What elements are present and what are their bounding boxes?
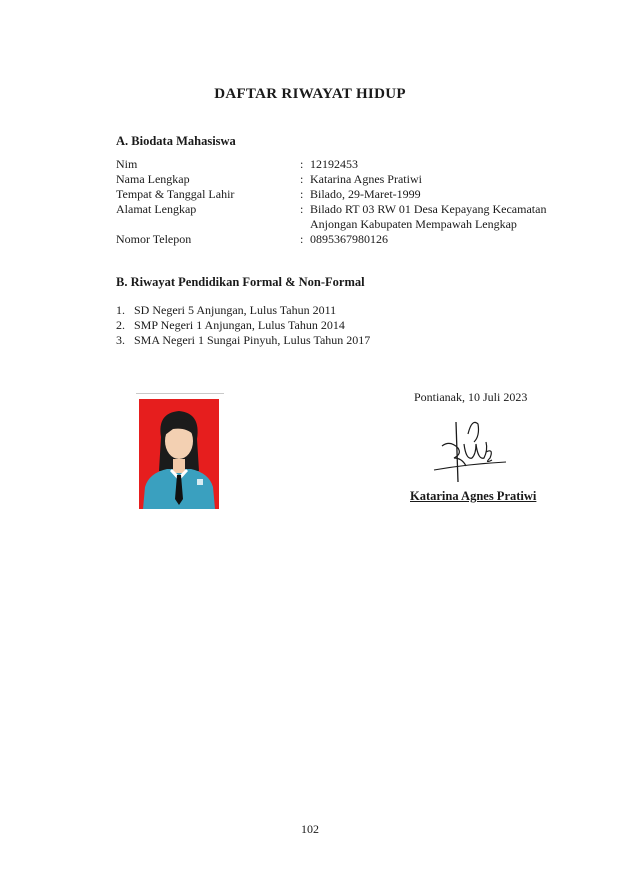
biodata-row-name: Nama Lengkap : Katarina Agnes Pratiwi bbox=[116, 172, 550, 187]
biodata-value: 12192453 bbox=[310, 157, 358, 171]
list-text: SMP Negeri 1 Anjungan, Lulus Tahun 2014 bbox=[134, 318, 345, 332]
list-item bbox=[116, 303, 370, 318]
signatory-name: Katarina Agnes Pratiwi bbox=[410, 489, 537, 503]
biodata-row-phone: Nomor Telepon : 0895367980126 bbox=[116, 232, 550, 247]
section-a-heading: A. Biodata Mahasiswa bbox=[116, 134, 236, 148]
biodata-value: Bilado RT 03 RW 01 Desa Kepayang Kecamatan Anjongan Kabupaten Mempawah Lengkap bbox=[310, 202, 547, 231]
list-text: SD Negeri 5 Anjungan, Lulus Tahun 2011 bbox=[134, 303, 337, 317]
biodata-label: Alamat Lengkap bbox=[116, 202, 197, 216]
handwritten-signature-icon bbox=[428, 414, 512, 490]
biodata-row-birth: Tempat & Tanggal Lahir : Bilado, 29-Maret-1999 bbox=[116, 187, 550, 202]
list-number: 2. bbox=[116, 318, 125, 332]
signature-place-date: Pontianak, 10 Juli 2023 bbox=[414, 390, 528, 404]
biodata-label: Nomor Telepon bbox=[116, 232, 192, 246]
section-b-heading: B. Riwayat Pendidikan Formal & Non-Formal bbox=[116, 275, 365, 289]
page-title: DAFTAR RIWAYAT HIDUP bbox=[214, 86, 406, 102]
biodata-row-address: Alamat Lengkap : Bilado RT 03 RW 01 Desa Kepayang Kecamatan Anjongan Kabupaten Mempawah Lengkap bbox=[116, 202, 550, 232]
biodata-label: Nim bbox=[116, 157, 138, 171]
page-number: 102 bbox=[301, 822, 319, 836]
biodata-value: Katarina Agnes Pratiwi bbox=[310, 172, 422, 186]
photo-divider bbox=[136, 393, 224, 394]
list-item bbox=[116, 318, 370, 333]
list-text: SMA Negeri 1 Sungai Pinyuh, Lulus Tahun 2017 bbox=[134, 333, 371, 347]
list-item bbox=[116, 333, 370, 348]
education-list bbox=[116, 303, 370, 348]
profile-photo bbox=[139, 399, 219, 509]
biodata-table bbox=[116, 157, 550, 247]
biodata-label: Nama Lengkap bbox=[116, 172, 190, 186]
biodata-row-nim: Nim : 12192453 bbox=[116, 157, 550, 172]
biodata-value: 0895367980126 bbox=[310, 232, 388, 246]
portrait-illustration bbox=[139, 399, 219, 509]
biodata-value: Bilado, 29-Maret-1999 bbox=[310, 187, 421, 201]
biodata-label: Tempat & Tanggal Lahir bbox=[116, 187, 235, 201]
list-number: 3. bbox=[116, 333, 125, 347]
list-number: 1. bbox=[116, 303, 125, 317]
